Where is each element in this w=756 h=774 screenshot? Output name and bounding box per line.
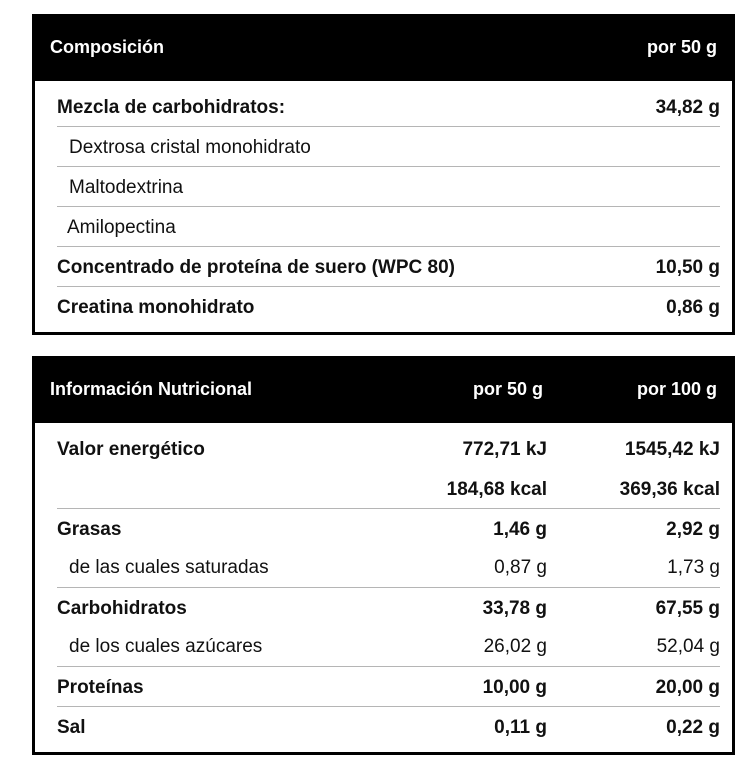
nutrition-table	[32, 356, 735, 755]
row-value: 0,86 g	[666, 297, 720, 318]
row-label: de los cuales azúcares	[69, 636, 263, 657]
value-per-50g: 0,87 g	[494, 557, 547, 578]
value-per-50g: 10,00 g	[482, 677, 547, 698]
value-per-100g: 369,36 kcal	[619, 479, 720, 500]
table-row	[57, 127, 720, 167]
table-row	[57, 588, 720, 628]
value-per-50g: 0,11 g	[494, 717, 547, 738]
value-per-100g: 1545,42 kJ	[624, 439, 720, 460]
nutrition-column-header-50g: por 50 g	[472, 379, 543, 399]
value-per-100g: 0,22 g	[666, 717, 720, 738]
nutrition-header	[35, 359, 732, 423]
value-per-50g: 33,78 g	[482, 598, 547, 619]
value-per-50g: 184,68 kcal	[446, 479, 547, 500]
table-row	[57, 207, 720, 247]
row-label: Sal	[57, 717, 86, 738]
table-row	[57, 247, 720, 287]
value-per-100g: 20,00 g	[655, 677, 720, 698]
table-row	[57, 87, 720, 127]
table-row	[57, 667, 720, 707]
value-per-100g: 2,92 g	[666, 519, 720, 540]
row-value: 10,50 g	[655, 257, 720, 278]
row-value: 34,82 g	[655, 97, 720, 118]
composition-table	[32, 14, 735, 335]
row-label: Proteínas	[57, 677, 144, 698]
nutrition-title: Información Nutricional	[50, 379, 253, 399]
nutrition-column-header-100g: por 100 g	[636, 379, 717, 399]
row-label: Amilopectina	[67, 217, 176, 238]
table-row	[57, 469, 720, 509]
row-label: de las cuales saturadas	[69, 557, 269, 578]
row-label: Valor energético	[57, 439, 205, 460]
row-label: Grasas	[57, 519, 122, 540]
composition-title: Composición	[50, 37, 165, 57]
row-label: Dextrosa cristal monohidrato	[69, 137, 311, 158]
table-row	[57, 429, 720, 469]
composition-column-header: por 50 g	[646, 37, 717, 57]
table-row	[57, 509, 720, 549]
row-label: Mezcla de carbohidratos:	[57, 97, 286, 118]
row-label: Maltodextrina	[69, 177, 184, 198]
value-per-50g: 1,46 g	[493, 519, 547, 540]
table-row	[57, 167, 720, 207]
row-label: Creatina monohidrato	[57, 297, 255, 318]
value-per-100g: 1,73 g	[667, 557, 720, 578]
composition-header	[35, 17, 732, 81]
row-label: Carbohidratos	[57, 598, 187, 619]
value-per-100g: 67,55 g	[655, 598, 720, 619]
table-row	[57, 628, 720, 667]
table-row	[57, 707, 720, 747]
row-label: Concentrado de proteína de suero (WPC 80)	[57, 257, 455, 278]
table-row	[57, 287, 720, 327]
value-per-50g: 26,02 g	[483, 636, 547, 657]
value-per-50g: 772,71 kJ	[462, 439, 547, 460]
value-per-100g: 52,04 g	[656, 636, 720, 657]
table-row	[57, 549, 720, 588]
